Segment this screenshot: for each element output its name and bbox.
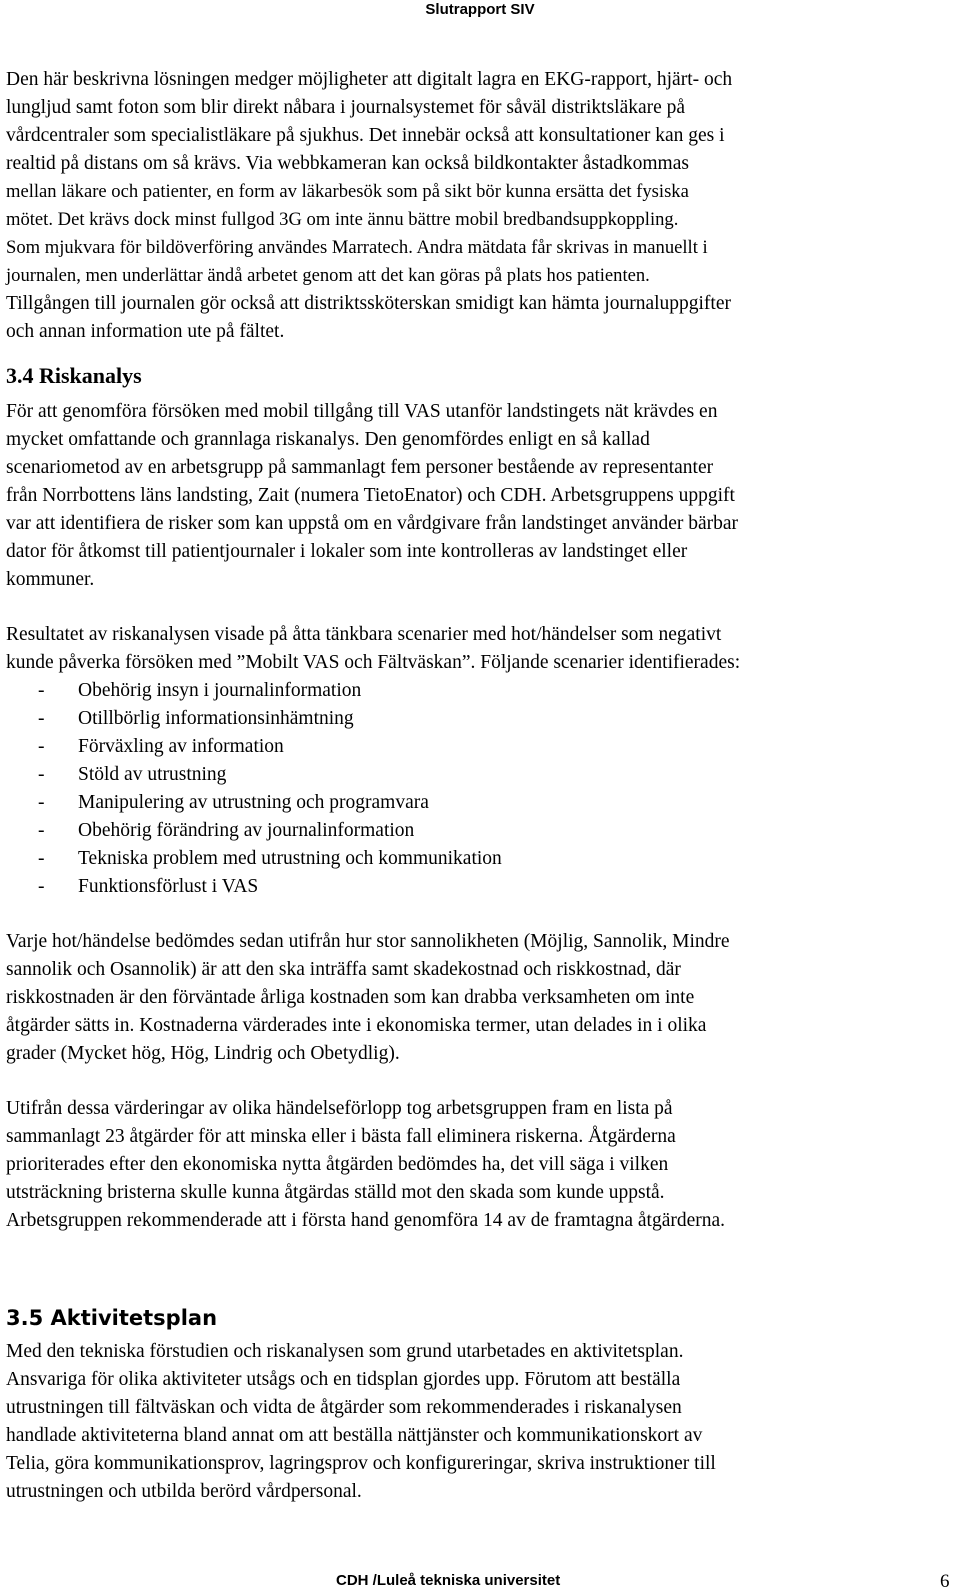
running-header [0, 0, 960, 20]
text-line: prioriterades efter den ekonomiska nytta åtgärden bedömdes ha, det vill säga i vilken [6, 1154, 669, 1175]
text-line: journalen, men underlättar ändå arbetet genom att det kan göras på plats hos patienten. [6, 265, 650, 286]
text-line: lungljud samt foton som blir direkt nåbara i journalsystemet för såväl distriktsläkare på [6, 97, 686, 118]
text-line: utrustningen och utbilda berörd vårdpersonal. [6, 1481, 362, 1502]
list-item: - Stöld av utrustning [6, 761, 946, 789]
list-dash: - [38, 848, 45, 869]
list-item: - Manipulering av utrustning och programvara [6, 789, 946, 817]
text-line: mötet. Det krävs dock minst fullgod 3G om inte ännu bättre mobil bredbandsuppkoppling. [6, 209, 679, 230]
text-line: sammanlagt 23 åtgärder för att minska eller i bästa fall eliminera riskerna. Åtgärderna [6, 1126, 676, 1147]
text-line: utsträckning bristerna skulle kunna åtgärdas ställd mot den skada som kunde uppstå. [6, 1182, 665, 1203]
text-line: vårdcentraler som specialistläkare på sjukhus. Det innebär också att konsultationer kan ges i [6, 125, 725, 146]
footer-institution: CDH /Luleå tekniska universitet [336, 1572, 561, 1589]
text-line: grader (Mycket hög, Hög, Lindrig och Obetydlig). [6, 1043, 400, 1064]
section-heading-3-4: 3.4 Riskanalys [6, 363, 142, 388]
text-line: från Norrbottens läns landsting, Zait (numera TietoEnator) och CDH. Arbetsgruppens uppgift [6, 485, 735, 506]
text-line: kommuner. [6, 569, 95, 590]
text-line: och annan information ute på fältet. [6, 321, 285, 342]
text-line: Telia, göra kommunikationsprov, lagringsprov och konfigureringar, skriva instruktioner till [6, 1453, 716, 1474]
list-dash: - [38, 708, 45, 729]
text-line: åtgärder sätts in. Kostnaderna värderades inte i ekonomiska termer, utan delades in i olika [6, 1015, 707, 1036]
text-line: mycket omfattande och grannlaga riskanalys. Den genomfördes enligt en så kallad [6, 429, 650, 450]
list-item: - Förväxling av information [6, 733, 946, 761]
text-line: Tillgången till journalen gör också att distriktssköterskan smidigt kan hämta journaluppgifter [6, 293, 731, 314]
aktivitetsplan-paragraph-1 [6, 1338, 946, 1506]
page-number: 6 [940, 1571, 950, 1592]
running-footer [0, 1568, 960, 1590]
list-item: - Obehörig förändring av journalinformation [6, 817, 946, 845]
text-line: kunde påverka försöken med ”Mobilt VAS och Fältväskan”. Följande scenarier identifierades: [6, 652, 741, 673]
list-dash: - [38, 820, 45, 841]
text-line: mellan läkare och patienter, en form av läkarbesök som på sikt bör kunna ersätta det fysiska [6, 181, 689, 202]
scenario-list [6, 677, 946, 901]
riskanalys-paragraph-3 [6, 928, 946, 1068]
riskanalys-paragraph-2 [6, 621, 946, 677]
section-heading-3-5: 3.5 Aktivitetsplan [6, 1306, 218, 1330]
list-dash: - [38, 680, 45, 701]
text-line: Som mjukvara för bildöverföring användes Marratech. Andra mätdata får skrivas in manuellt i [6, 237, 708, 258]
section-aktivitetsplan [6, 1304, 946, 1506]
text-line: För att genomföra försöken med mobil tillgång till VAS utanför landstingets nät krävdes en [6, 401, 718, 422]
section-riskanalys [6, 362, 946, 1235]
text-line: var att identifiera de risker som kan uppstå om en vårdgivare från landstinget använder bärbar [6, 513, 739, 534]
header-title: Slutrapport SIV [425, 1, 535, 18]
text-line: utrustningen till fältväskan och vidta de åtgärder som rekommenderades i riskanalysen [6, 1397, 682, 1418]
list-item: - Tekniska problem med utrustning och kommunikation [6, 845, 946, 873]
text-line: Med den tekniska förstudien och riskanalysen som grund utarbetades en aktivitetsplan. [6, 1341, 684, 1362]
text-line: sannolik och Osannolik) är att den ska inträffa samt skadekostnad och riskkostnad, där [6, 959, 681, 980]
text-line: Arbetsgruppen rekommenderade att i första hand genomföra 14 av de framtagna åtgärderna. [6, 1210, 726, 1231]
text-line: realtid på distans om så krävs. Via webbkameran kan också bildkontakter åstadkommas [6, 153, 689, 174]
text-line: dator för åtkomst till patientjournaler i lokaler som inte kontrolleras av landstinget eller [6, 541, 688, 562]
list-dash: - [38, 876, 45, 897]
list-dash: - [38, 736, 45, 757]
text-line: Den här beskrivna lösningen medger möjligheter att digitalt lagra en EKG-rapport, hjärt- och [6, 69, 733, 90]
list-item: - Obehörig insyn i journalinformation [6, 677, 946, 705]
list-dash: - [38, 792, 45, 813]
text-line: Utifrån dessa värderingar av olika händelseförlopp tog arbetsgruppen fram en lista på [6, 1098, 673, 1119]
list-item: - Funktionsförlust i VAS [6, 873, 946, 901]
text-line: riskkostnaden är den förväntade årliga kostnaden som kan drabba verksamheten om inte [6, 987, 695, 1008]
text-line: handlade aktiviteterna bland annat om att beställa nättjänster och kommunikationskort av [6, 1425, 703, 1446]
text-line: Resultatet av riskanalysen visade på åtta tänkbara scenarier med hot/händelser som negativt [6, 624, 722, 645]
list-dash: - [38, 764, 45, 785]
intro-paragraph [6, 66, 946, 346]
list-item: - Otillbörlig informationsinhämtning [6, 705, 946, 733]
text-line: scenariometod av en arbetsgrupp på sammanlagt fem personer bestående av representanter [6, 457, 714, 478]
riskanalys-paragraph-4 [6, 1095, 946, 1235]
text-line: Ansvariga för olika aktiviteter utsågs och en tidsplan gjordes upp. Förutom att beställa [6, 1369, 681, 1390]
text-line: Varje hot/händelse bedömdes sedan utifrån hur stor sannolikheten (Möjlig, Sannolik, Mindre [6, 931, 730, 952]
riskanalys-paragraph-1 [6, 398, 946, 594]
